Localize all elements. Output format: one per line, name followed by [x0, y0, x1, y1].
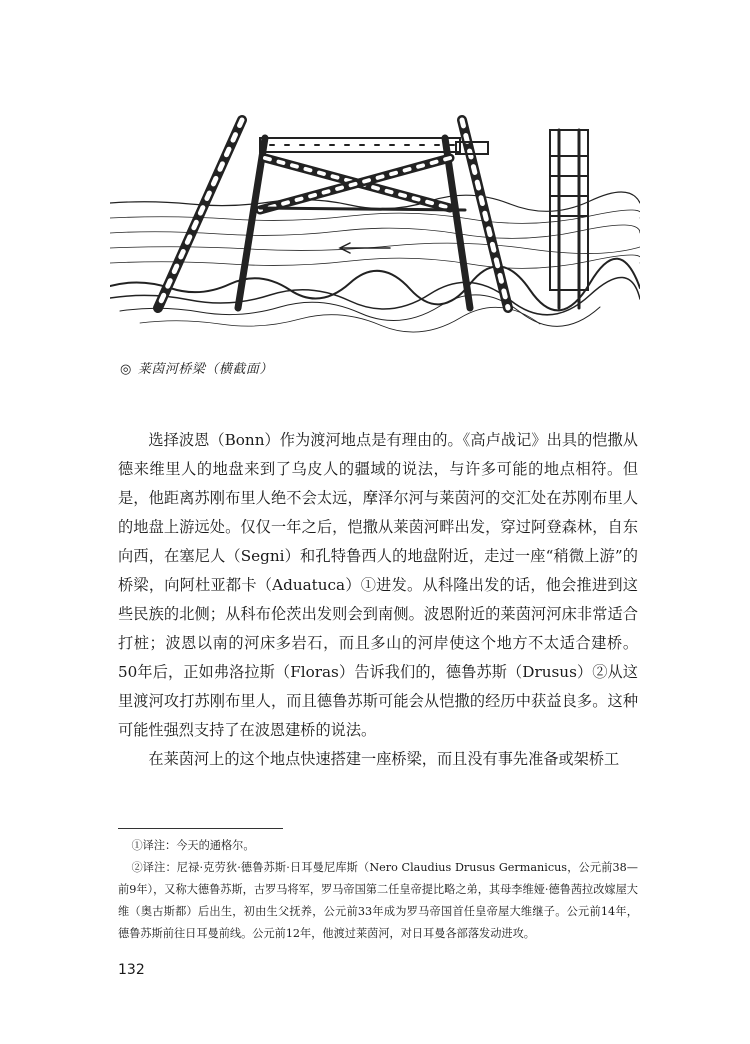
caption-text: 莱茵河桥梁（横截面）	[137, 362, 273, 377]
footnote-2: ②译注：尼禄·克劳狄·德鲁苏斯·日耳曼尼库斯（Nero Claudius Drusus Germanicus，公元前38—前9年），又称大德鲁苏斯，古罗马将军，罗马帝国第二任皇帝提比略之弟，其母李维娅·德鲁茜拉改嫁屋大维（奥古斯都）后出生，初由生父抚养，公元前33年成为罗马帝国首任皇帝屋大维继子。公元前14年，德鲁苏斯前往日耳曼前线。公元前12年，他渡过莱茵河，对日耳曼各部落发动进攻。	[118, 861, 638, 940]
page-number: 132	[118, 962, 145, 978]
footnote-1: ①译注：今天的通格尔。	[131, 839, 255, 852]
footnote-divider	[118, 828, 283, 829]
footnotes	[118, 835, 638, 945]
body-text	[118, 426, 638, 774]
figure-caption	[120, 358, 273, 377]
caption-mark: ◎	[120, 362, 132, 377]
bridge-cross-section-illustration	[110, 108, 640, 348]
paragraph: 在莱茵河上的这个地点快速搭建一座桥梁，而且没有事先准备或架桥工	[148, 750, 620, 768]
paragraph: 选择波恩（Bonn）作为渡河地点是有理由的。《高卢战记》出具的恺撒从德来维里人的地盘来到了乌皮人的疆域的说法，与许多可能的地点相符。但是，他距离苏刚布里人绝不会太远，摩泽尔河与莱茵河的交汇处在苏刚布里人的地盘上游远处。仅仅一年之后，恺撒从莱茵河畔出发，穿过阿登森林，自东向西，在塞尼人（Segni）和孔特鲁西人的地盘附近，走过一座“稍微上游”的桥梁，向阿杜亚都卡（Aduatuca）①进发。从科隆出发的话，他会推进到这些民族的北侧；从科布伦茨出发则会到南侧。波恩附近的莱茵河河床非常适合打桩；波恩以南的河床多岩石，而且多山的河岸使这个地方不太适合建桥。50年后，正如弗洛拉斯（Floras）告诉我们的，德鲁苏斯（Drusus）②从这里渡河攻打苏刚布里人，而且德鲁苏斯可能会从恺撒的经历中获益良多。这种可能性强烈支持了在波恩建桥的说法。	[118, 431, 638, 739]
